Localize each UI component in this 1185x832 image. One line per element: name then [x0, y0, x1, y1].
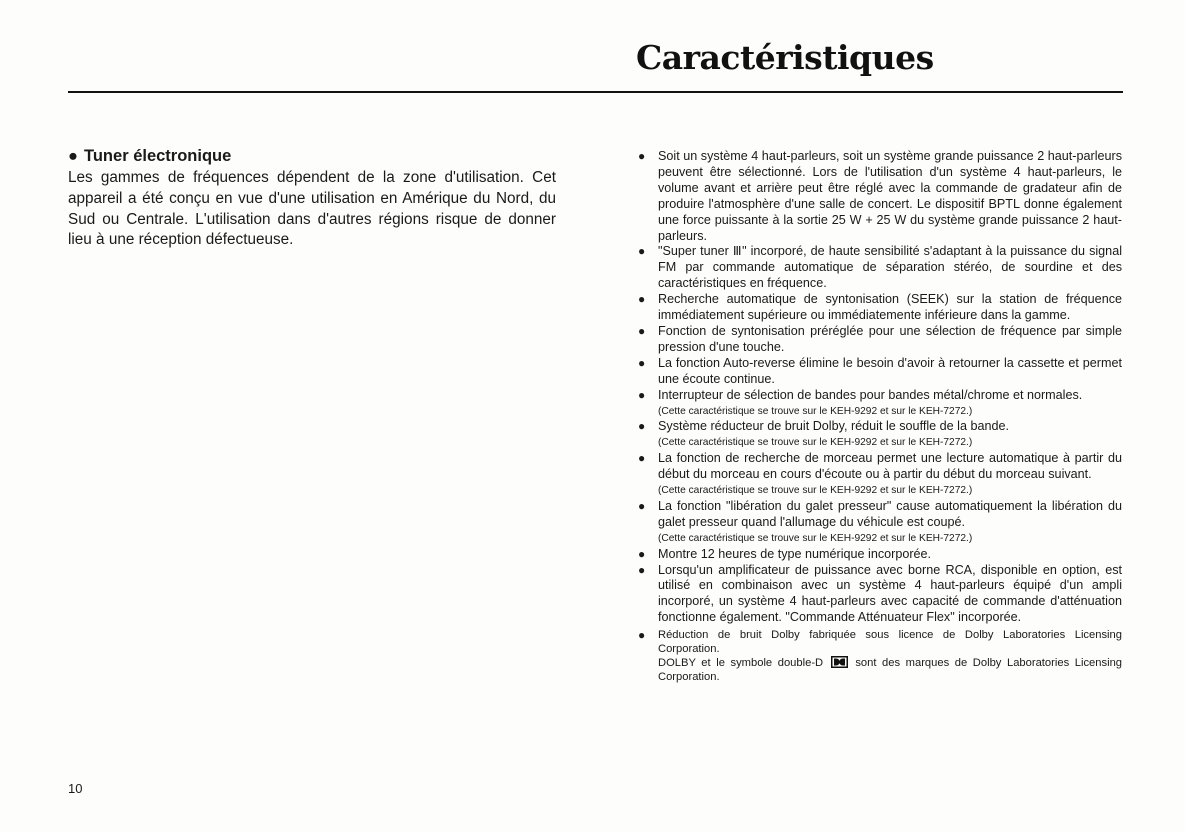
feature-note: (Cette caractéristique se trouve sur le KEH-9292 et sur le KEH-7272.): [658, 485, 973, 497]
feature-text: La fonction "libération du galet presseur" cause automatiquement la libération du galet presseur quand l'allumage du véhicule est coupé.: [658, 498, 1122, 529]
bullet-icon: ●: [638, 387, 646, 402]
feature-text: Fonction de syntonisation préréglée pour une sélection de fréquence par simple pression d'une touche.: [658, 323, 1122, 354]
feature-text: La fonction Auto-reverse élimine le besoin d'avoir à retourner la cassette et permet une écoute continue.: [658, 355, 1122, 386]
feature-item: [636, 324, 1122, 356]
feature-text: Soit un système 4 haut-parleurs, soit un système grande puissance 2 haut-parleurs peuvent être sélectionné. Lors de l'utilisation d'un système 4 haut-parleurs, le volume avant et arrière peut être réglé avec la commande de gradateur afin de produire l'atmosphère d'une salle de concert. Le dispositif BPTL donne également une force puissante à la sortie 25 W + 25 W du système grande puissance 2 haut-parleurs.: [658, 149, 1122, 243]
bullet-icon: ●: [638, 244, 646, 259]
feature-note: (Cette caractéristique se trouve sur le KEH-9292 et sur le KEH-7272.): [658, 405, 973, 417]
feature-item: [636, 244, 1122, 292]
bullet-icon: ●: [638, 562, 646, 577]
dolby-notice: [636, 628, 1122, 684]
section-heading-text: Tuner électronique: [84, 147, 232, 165]
bullet-icon: ●: [638, 628, 646, 643]
feature-text: Système réducteur de bruit Dolby, réduit le souffle de la bande.: [658, 419, 1009, 434]
bullet-icon: ●: [638, 498, 646, 513]
feature-item: [636, 499, 1122, 547]
title-rule: [68, 91, 1123, 93]
feature-item: [636, 388, 1122, 420]
bullet-icon: ●: [638, 419, 646, 434]
feature-note: (Cette caractéristique se trouve sur le KEH-9292 et sur le KEH-7272.): [658, 437, 973, 449]
features-list: [636, 149, 1122, 684]
section-body: Les gammes de fréquences dépendent de la zone d'utilisation. Cet appareil a été conçu en vue d'une utilisation en Amérique du Nord, du Sud ou Centrale. L'utilisation dans d'autres régions risque de donner lieu à une réception défectueuse.: [68, 169, 556, 249]
feature-item: [636, 547, 1122, 563]
feature-item: [636, 451, 1122, 499]
feature-text: La fonction de recherche de morceau permet une lecture automatique à partir du début du morceau en cours d'écoute ou à partir du début du morceau suivant.: [658, 451, 1122, 482]
feature-note: (Cette caractéristique se trouve sur le KEH-9292 et sur le KEH-7272.): [658, 532, 973, 544]
feature-text: Interrupteur de sélection de bandes pour bandes métal/chrome et normales.: [658, 387, 1083, 402]
feature-item: [636, 292, 1122, 324]
page-number: 10: [68, 781, 83, 796]
dolby-notice-line2-end: sont des marques de Dolby Laboratories Licensing Corporation.: [658, 657, 1123, 684]
page-title: Caractéristiques: [636, 38, 934, 77]
dolby-notice-line1: Réduction de bruit Dolby fabriquée sous licence de Dolby Laboratories Licensing Corporation.: [658, 629, 1122, 656]
feature-item: [636, 149, 1122, 244]
section-heading: [68, 146, 556, 166]
dolby-notice-line2-start: DOLBY et le symbole double-D: [658, 657, 824, 670]
feature-text: "Super tuner Ⅲ" incorporé, de haute sensibilité s'adaptant à la puissance du signal FM par commande automatique de séparation stéréo, de sourdine et des caractéristiques en fréquence.: [658, 244, 1122, 291]
bullet-icon: ●: [638, 323, 646, 338]
feature-item: [636, 419, 1122, 451]
dolby-double-d-icon: [831, 656, 848, 668]
right-column: [636, 149, 1122, 684]
feature-text: Recherche automatique de syntonisation (SEEK) sur la station de fréquence immédiatement supérieure ou immédiatemente inférieure dans la gamme.: [658, 292, 1122, 323]
bullet-icon: ●: [638, 149, 646, 163]
feature-item: [636, 356, 1122, 388]
bullet-icon: ●: [638, 292, 646, 307]
bullet-icon: ●: [638, 355, 646, 370]
bullet-icon: ●: [68, 147, 78, 165]
left-column: [68, 146, 556, 251]
bullet-icon: ●: [638, 451, 646, 466]
feature-item: [636, 563, 1122, 627]
feature-text: Lorsqu'un amplificateur de puissance avec borne RCA, disponible en option, est utilisé en combinaison avec un système 4 haut-parleurs équipé d'un ampli incorporé, un système 4 haut-parleurs avec capacité de commande d'atténuation fonctionne également. "Commande Atténuateur Flex" incorporée.: [658, 562, 1122, 625]
feature-text: Montre 12 heures de type numérique incorporée.: [658, 546, 932, 561]
bullet-icon: ●: [638, 546, 646, 561]
